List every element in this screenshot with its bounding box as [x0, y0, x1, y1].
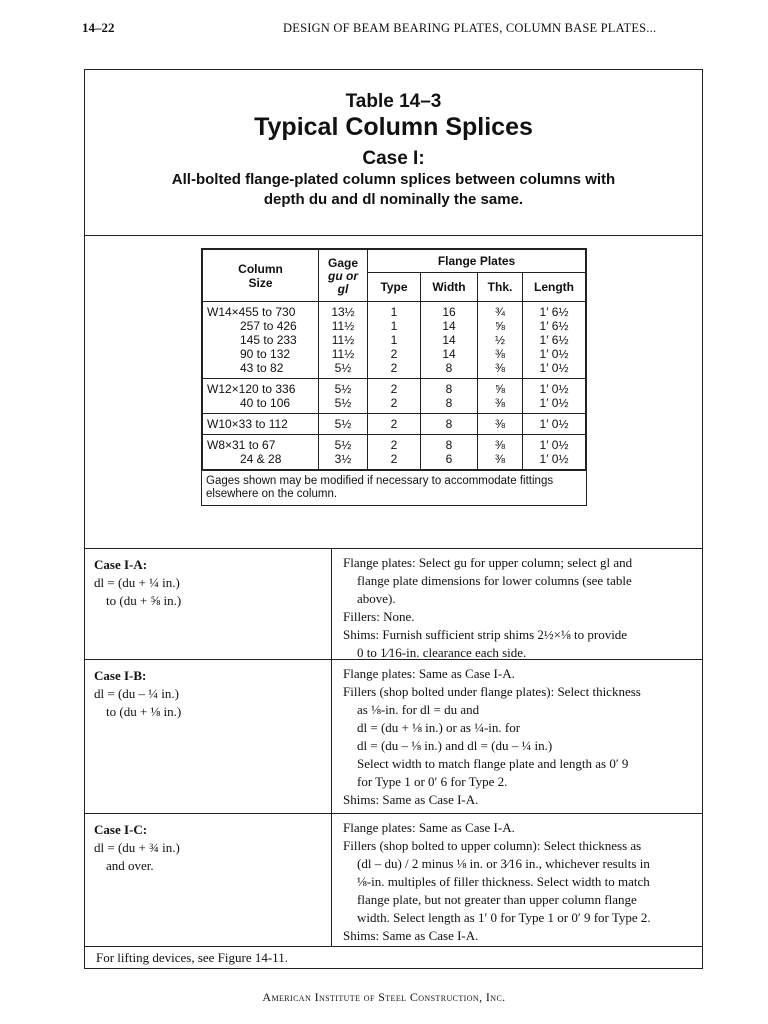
width-value: 6: [445, 452, 453, 466]
cell-length: [523, 302, 586, 379]
table-title: Typical Column Splices: [254, 113, 533, 141]
table-row: [203, 302, 586, 379]
column-size-value: W10×33 to 112: [207, 417, 288, 431]
case-description: [343, 554, 699, 662]
case-cond-line: to (du + ⅛ in.): [106, 704, 182, 719]
thk-value: ⅝: [494, 382, 505, 396]
type-value: 2: [390, 417, 398, 431]
thk-value: ⅜: [494, 417, 505, 431]
column-size-value: 24 & 28: [240, 452, 282, 466]
width-value: 16: [442, 305, 456, 319]
length-value: 1′ 6½: [539, 305, 569, 319]
type-value: 1: [390, 305, 398, 319]
cell-length: [523, 379, 586, 414]
thk-value: ⅝: [494, 319, 505, 333]
header-thk: Thk.: [478, 273, 523, 302]
thk-value: ¾: [494, 305, 505, 319]
length-value: 1′ 0½: [539, 417, 569, 431]
cell-type: [368, 414, 421, 435]
desc-line: Flange plates: Same as Case I-A.: [343, 820, 515, 835]
gage-value: 11½: [331, 319, 355, 333]
column-size-value: 40 to 106: [240, 396, 291, 410]
desc-line: flange plate, but not greater than upper column flange: [357, 892, 637, 907]
cell-column-size: [203, 435, 319, 470]
cell-width: [421, 414, 478, 435]
cell-thk: [478, 414, 523, 435]
case-subtitle-line-1: All-bolted flange-plated column splices between columns with: [171, 171, 616, 188]
cell-width: [421, 379, 478, 414]
column-divider: [331, 549, 332, 660]
case-condition: [94, 667, 181, 721]
column-size-value: 257 to 426: [240, 319, 297, 333]
cell-thk: [478, 302, 523, 379]
case-cond-line: and over.: [106, 858, 154, 873]
width-value: 8: [445, 417, 453, 431]
gage-value: 11½: [331, 333, 355, 347]
gage-value: 3½: [334, 452, 352, 466]
footer-text: American Institute of Steel Construction, Inc.: [262, 990, 506, 1004]
desc-line: for Type 1 or 0′ 6 for Type 2.: [357, 774, 508, 789]
desc-line: flange plate dimensions for lower columns (see table: [357, 573, 632, 588]
length-value: 1′ 0½: [539, 396, 569, 410]
gage-value: 5½: [334, 382, 352, 396]
header-flange-plates: Flange Plates: [368, 250, 586, 273]
length-value: 1′ 6½: [539, 319, 569, 333]
width-value: 8: [445, 438, 453, 452]
lifting-note-row: [85, 946, 702, 969]
cell-gage: [319, 302, 368, 379]
width-value: 8: [445, 382, 453, 396]
gage-value: 5½: [334, 361, 352, 375]
length-value: 1′ 0½: [539, 361, 569, 375]
desc-line: as ⅛-in. for dl = du and: [357, 702, 480, 717]
column-size-value: 90 to 132: [240, 347, 291, 361]
case-row-ib: [85, 659, 702, 814]
desc-line: Flange plates: Same as Case I-A.: [343, 666, 515, 681]
cell-width: [421, 302, 478, 379]
cell-thk: [478, 435, 523, 470]
desc-line: width. Select length as 1′ 0 for Type 1 or 0′ 9 for Type 2.: [357, 910, 651, 925]
case-name: Case I-C:: [94, 822, 148, 837]
desc-line: 0 to 1⁄16-in. clearance each side.: [357, 645, 527, 660]
type-value: 2: [390, 382, 398, 396]
header-gage: [319, 250, 368, 302]
column-size-value: W12×120 to 336: [207, 382, 296, 396]
width-value: 8: [445, 396, 453, 410]
column-size-value: W14×455 to 730: [207, 305, 296, 319]
case-condition: [94, 821, 180, 875]
page-number: 14–22: [82, 20, 115, 35]
cell-width: [421, 435, 478, 470]
cell-column-size: [203, 379, 319, 414]
case-row-ia: [85, 548, 702, 660]
width-value: 14: [442, 347, 456, 361]
width-value: 14: [442, 319, 456, 333]
header-size: Size: [248, 275, 273, 290]
header-column-size: [203, 250, 319, 302]
desc-line: dl = (du + ⅛ in.) or as ¼-in. for: [357, 720, 521, 735]
desc-line: Fillers (shop bolted under flange plates): Select thickness: [343, 684, 641, 699]
table-frame: [84, 69, 703, 969]
thk-value: ½: [494, 333, 505, 347]
desc-line: ⅛-in. multiples of filler thickness. Select width to match: [357, 874, 650, 889]
column-divider: [331, 660, 332, 814]
desc-line: Shims: Same as Case I-A.: [343, 928, 479, 943]
desc-line: above).: [357, 591, 396, 606]
type-value: 2: [390, 361, 398, 375]
case-description: [343, 819, 699, 945]
gage-value: 5½: [334, 396, 352, 410]
desc-line: Select width to match flange plate and length as 0′ 9: [357, 756, 629, 771]
case-cond-line: dl = (du – ¼ in.): [94, 686, 179, 701]
length-value: 1′ 6½: [539, 333, 569, 347]
lifting-note: For lifting devices, see Figure 14-11.: [96, 950, 288, 965]
case-row-ic: [85, 813, 702, 947]
case-description: [343, 665, 699, 809]
case-name: Case I-A:: [94, 557, 148, 572]
table-row: [203, 435, 586, 470]
column-splice-table: [201, 248, 587, 506]
table-row: [203, 414, 586, 435]
gage-value: 13½: [331, 305, 355, 319]
page-footer: [0, 990, 768, 1005]
type-value: 2: [390, 347, 398, 361]
running-head: DESIGN OF BEAM BEARING PLATES, COLUMN BASE PLATES...: [283, 21, 657, 35]
cell-thk: [478, 379, 523, 414]
desc-line: Fillers: None.: [343, 609, 415, 624]
length-value: 1′ 0½: [539, 382, 569, 396]
case-name: Case I-B:: [94, 668, 147, 683]
cell-gage: [319, 435, 368, 470]
type-value: 1: [390, 333, 398, 347]
header-width: Width: [421, 273, 478, 302]
header-gage-line: Gage: [327, 256, 358, 270]
desc-line: (dl – du) / 2 minus ⅛ in. or 3⁄16 in., whichever results in: [357, 856, 650, 871]
cell-length: [523, 435, 586, 470]
case-subtitle-line-2: depth du and dl nominally the same.: [263, 191, 524, 208]
header-column: Column: [238, 261, 283, 276]
case-cond-line: dl = (du + ¾ in.): [94, 840, 180, 855]
thk-value: ⅜: [494, 396, 505, 410]
cell-type: [368, 379, 421, 414]
thk-value: ⅜: [494, 361, 505, 375]
length-value: 1′ 0½: [539, 438, 569, 452]
type-value: 2: [390, 438, 398, 452]
title-block: [85, 70, 702, 236]
gage-value: 11½: [331, 347, 355, 361]
header-length: Length: [523, 273, 586, 302]
column-size-value: 43 to 82: [240, 361, 284, 375]
width-value: 14: [442, 333, 456, 347]
desc-line: Shims: Furnish sufficient strip shims 2½×⅛ to provide: [343, 627, 628, 642]
gage-value: 5½: [334, 417, 352, 431]
thk-value: ⅜: [494, 438, 505, 452]
table-label: Table 14–3: [345, 91, 442, 112]
desc-line: Fillers (shop bolted to upper column): Select thickness as: [343, 838, 642, 853]
desc-line: Shims: Same as Case I-A.: [343, 792, 479, 807]
length-value: 1′ 0½: [539, 347, 569, 361]
desc-line: Flange plates: Select gu for upper column; select gl and: [343, 555, 633, 570]
width-value: 8: [445, 361, 453, 375]
case-cond-line: dl = (du + ¼ in.): [94, 575, 180, 590]
table-row: [203, 379, 586, 414]
cell-gage: [319, 379, 368, 414]
case-cond-line: to (du + ⅝ in.): [106, 593, 182, 608]
thk-value: ⅜: [494, 452, 505, 466]
column-divider: [331, 814, 332, 947]
cell-type: [368, 302, 421, 379]
cell-type: [368, 435, 421, 470]
cell-length: [523, 414, 586, 435]
column-size-value: 145 to 233: [240, 333, 297, 347]
case-subtitle: [85, 170, 702, 210]
cell-column-size: [203, 302, 319, 379]
gage-value: 5½: [334, 438, 352, 452]
length-value: 1′ 0½: [539, 452, 569, 466]
type-value: 2: [390, 452, 398, 466]
table-note: Gages shown may be modified if necessary to accommodate fittings elsewhere on the column.: [202, 470, 586, 505]
type-value: 1: [390, 319, 398, 333]
header-gage-line: gu or: [328, 269, 358, 283]
thk-value: ⅜: [494, 347, 505, 361]
cell-column-size: [203, 414, 319, 435]
cell-gage: [319, 414, 368, 435]
desc-line: dl = (du – ⅛ in.) and dl = (du – ¼ in.): [357, 738, 553, 753]
header-type: Type: [368, 273, 421, 302]
case-heading: Case I:: [362, 148, 425, 169]
type-value: 2: [390, 396, 398, 410]
column-size-value: W8×31 to 67: [207, 438, 276, 452]
header-gage-line: gl: [337, 282, 349, 296]
case-condition: [94, 556, 181, 610]
